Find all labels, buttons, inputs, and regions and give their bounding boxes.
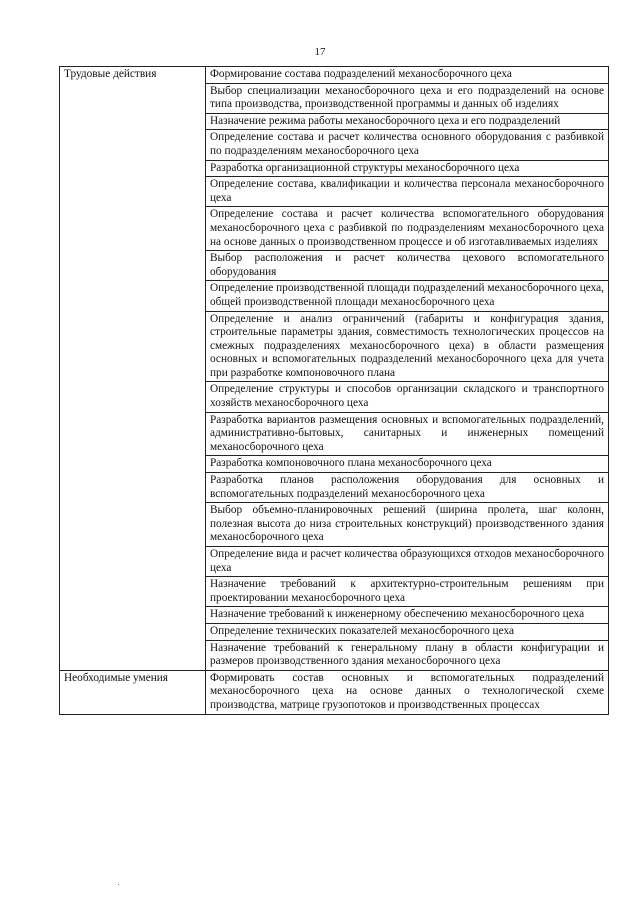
requirement-item: Назначение требований к инженерному обеспечению механосборочного цеха: [206, 607, 609, 624]
requirement-item: Определение состава, квалификации и количества персонала механосборочного цеха: [206, 177, 609, 207]
requirement-item: Формировать состав основных и вспомогательных подразделений механосборочного цеха на основе данных о технологической схеме производства, матрице грузопотоков и производственных процессах: [206, 670, 609, 714]
requirement-item: Разработка компоновочного плана механосборочного цеха: [206, 456, 609, 473]
requirement-item: Формирование состава подразделений механосборочного цеха: [206, 67, 609, 84]
requirement-item: Определение состава и расчет количества основного оборудования с разбивкой по подразделениям механосборочного цеха: [206, 130, 609, 160]
requirement-item: Выбор объемно-планировочных решений (ширина пролета, шаг колонн, полезная высота до низа строительных конструкций) производственного здания механосборочного цеха: [206, 503, 609, 547]
requirement-item: Разработка организационной структуры механосборочного цеха: [206, 160, 609, 177]
requirement-item: Назначение режима работы механосборочного цеха и его подразделений: [206, 113, 609, 130]
requirement-item: Выбор специализации механосборочного цеха и его подразделений на основе типа производства, производственной программы и данных об изделиях: [206, 83, 609, 113]
requirements-table: [59, 66, 609, 715]
table-row: [60, 670, 609, 714]
requirement-item: Выбор расположения и расчет количества цехового вспомогательного оборудования: [206, 251, 609, 281]
requirement-item: Определение технических показателей механосборочного цеха: [206, 623, 609, 640]
table-body: [60, 67, 609, 715]
requirement-item: Разработка вариантов размещения основных и вспомогательных подразделений, административно-бытовых, санитарных и инженерных помещений механосборочного цеха: [206, 412, 609, 456]
requirement-item: Назначение требований к генеральному плану в области конфигурации и размеров производственного здания механосборочного цеха: [206, 640, 609, 670]
requirement-item: Определение и анализ ограничений (габариты и конфигурация здания, строительные параметры здания, совместимость технологических процессов на смежных подразделениях механосборочного цеха) в области размещения основных и вспомогательных подразделений механосборочного цеха для учета при разработке компоновочного плана: [206, 311, 609, 382]
requirement-item: Назначение требований к архитектурно-строительным решениям при проектировании механосборочного цеха: [206, 577, 609, 607]
requirement-item: Определение производственной площади подразделений механосборочного цеха, общей производственной площади механосборочного цеха: [206, 281, 609, 311]
section-label: Необходимые умения: [60, 670, 206, 714]
section-label: Трудовые действия: [60, 67, 206, 671]
requirement-item: Разработка планов расположения оборудования для основных и вспомогательных подразделений механосборочного цеха: [206, 473, 609, 503]
requirement-item: Определение состава и расчет количества вспомогательного оборудования механосборочного цеха с разбивкой по подразделениям механосборочного цеха на основе данных о производственном процессе и об изготавливаемых изделиях: [206, 207, 609, 251]
scan-artifact: [118, 884, 119, 885]
page-number: 17: [314, 46, 326, 58]
requirement-item: Определение вида и расчет количества образующихся отходов механосборочного цеха: [206, 547, 609, 577]
requirement-item: Определение структуры и способов организации складского и транспортного хозяйств механосборочного цеха: [206, 382, 609, 412]
table-row: [60, 67, 609, 84]
